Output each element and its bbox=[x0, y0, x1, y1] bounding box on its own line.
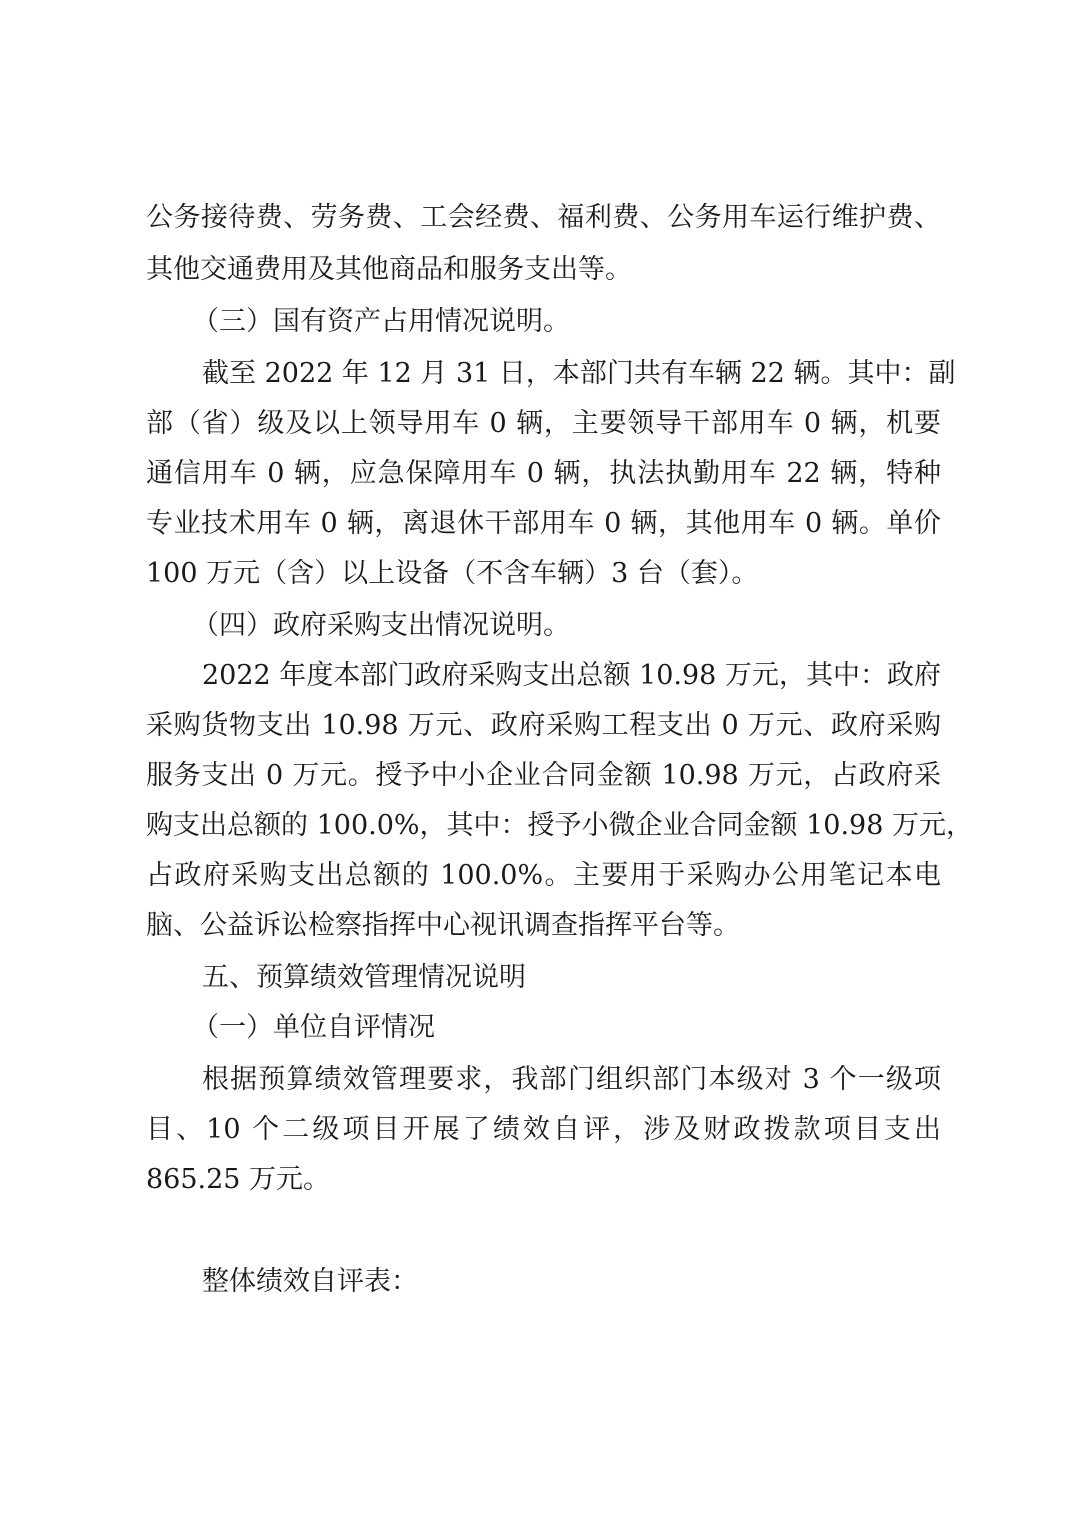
body-text-line: 目、10 个二级项目开展了绩效自评，涉及财政拨款项目支出 bbox=[146, 1114, 941, 1145]
body-text-line: 采购货物支出 10.98 万元、政府采购工程支出 0 万元、政府采购 bbox=[146, 710, 941, 741]
body-text-line: 2022 年度本部门政府采购支出总额 10.98 万元，其中：政府 bbox=[202, 660, 941, 691]
table-caption: 整体绩效自评表： bbox=[202, 1266, 418, 1297]
body-text-line: 占政府采购支出总额的 100.0%。主要用于采购办公用笔记本电 bbox=[146, 860, 941, 891]
body-text-line: 专业技术用车 0 辆，离退休干部用车 0 辆，其他用车 0 辆。单价 bbox=[146, 508, 941, 539]
subsection-heading-self-evaluation: （一）单位自评情况 bbox=[192, 1012, 435, 1043]
body-text-line: 其他交通费用及其他商品和服务支出等。 bbox=[146, 254, 632, 285]
subsection-heading-procurement: （四）政府采购支出情况说明。 bbox=[192, 610, 570, 641]
body-text-line: 通信用车 0 辆，应急保障用车 0 辆，执法执勤用车 22 辆，特种 bbox=[146, 458, 941, 489]
subsection-heading-assets: （三）国有资产占用情况说明。 bbox=[192, 306, 570, 337]
body-text-line: 服务支出 0 万元。授予中小企业合同金额 10.98 万元，占政府采 bbox=[146, 760, 941, 791]
body-text-line: 根据预算绩效管理要求，我部门组织部门本级对 3 个一级项 bbox=[202, 1064, 941, 1095]
body-text-line: 脑、公益诉讼检察指挥中心视讯调查指挥平台等。 bbox=[146, 910, 740, 941]
body-text-line: 100 万元（含）以上设备（不含车辆）3 台（套）。 bbox=[146, 558, 759, 589]
section-heading-performance: 五、预算绩效管理情况说明 bbox=[202, 962, 526, 993]
body-text-line: 公务接待费、劳务费、工会经费、福利费、公务用车运行维护费、 bbox=[146, 202, 941, 233]
body-text-line: 部（省）级及以上领导用车 0 辆，主要领导干部用车 0 辆，机要 bbox=[146, 408, 941, 439]
body-text-line: 865.25 万元。 bbox=[146, 1164, 331, 1195]
body-text-line: 购支出总额的 100.0%，其中：授予小微企业合同金额 10.98 万元， bbox=[146, 810, 973, 841]
body-text-line: 截至 2022 年 12 月 31 日，本部门共有车辆 22 辆。其中：副 bbox=[202, 358, 956, 389]
